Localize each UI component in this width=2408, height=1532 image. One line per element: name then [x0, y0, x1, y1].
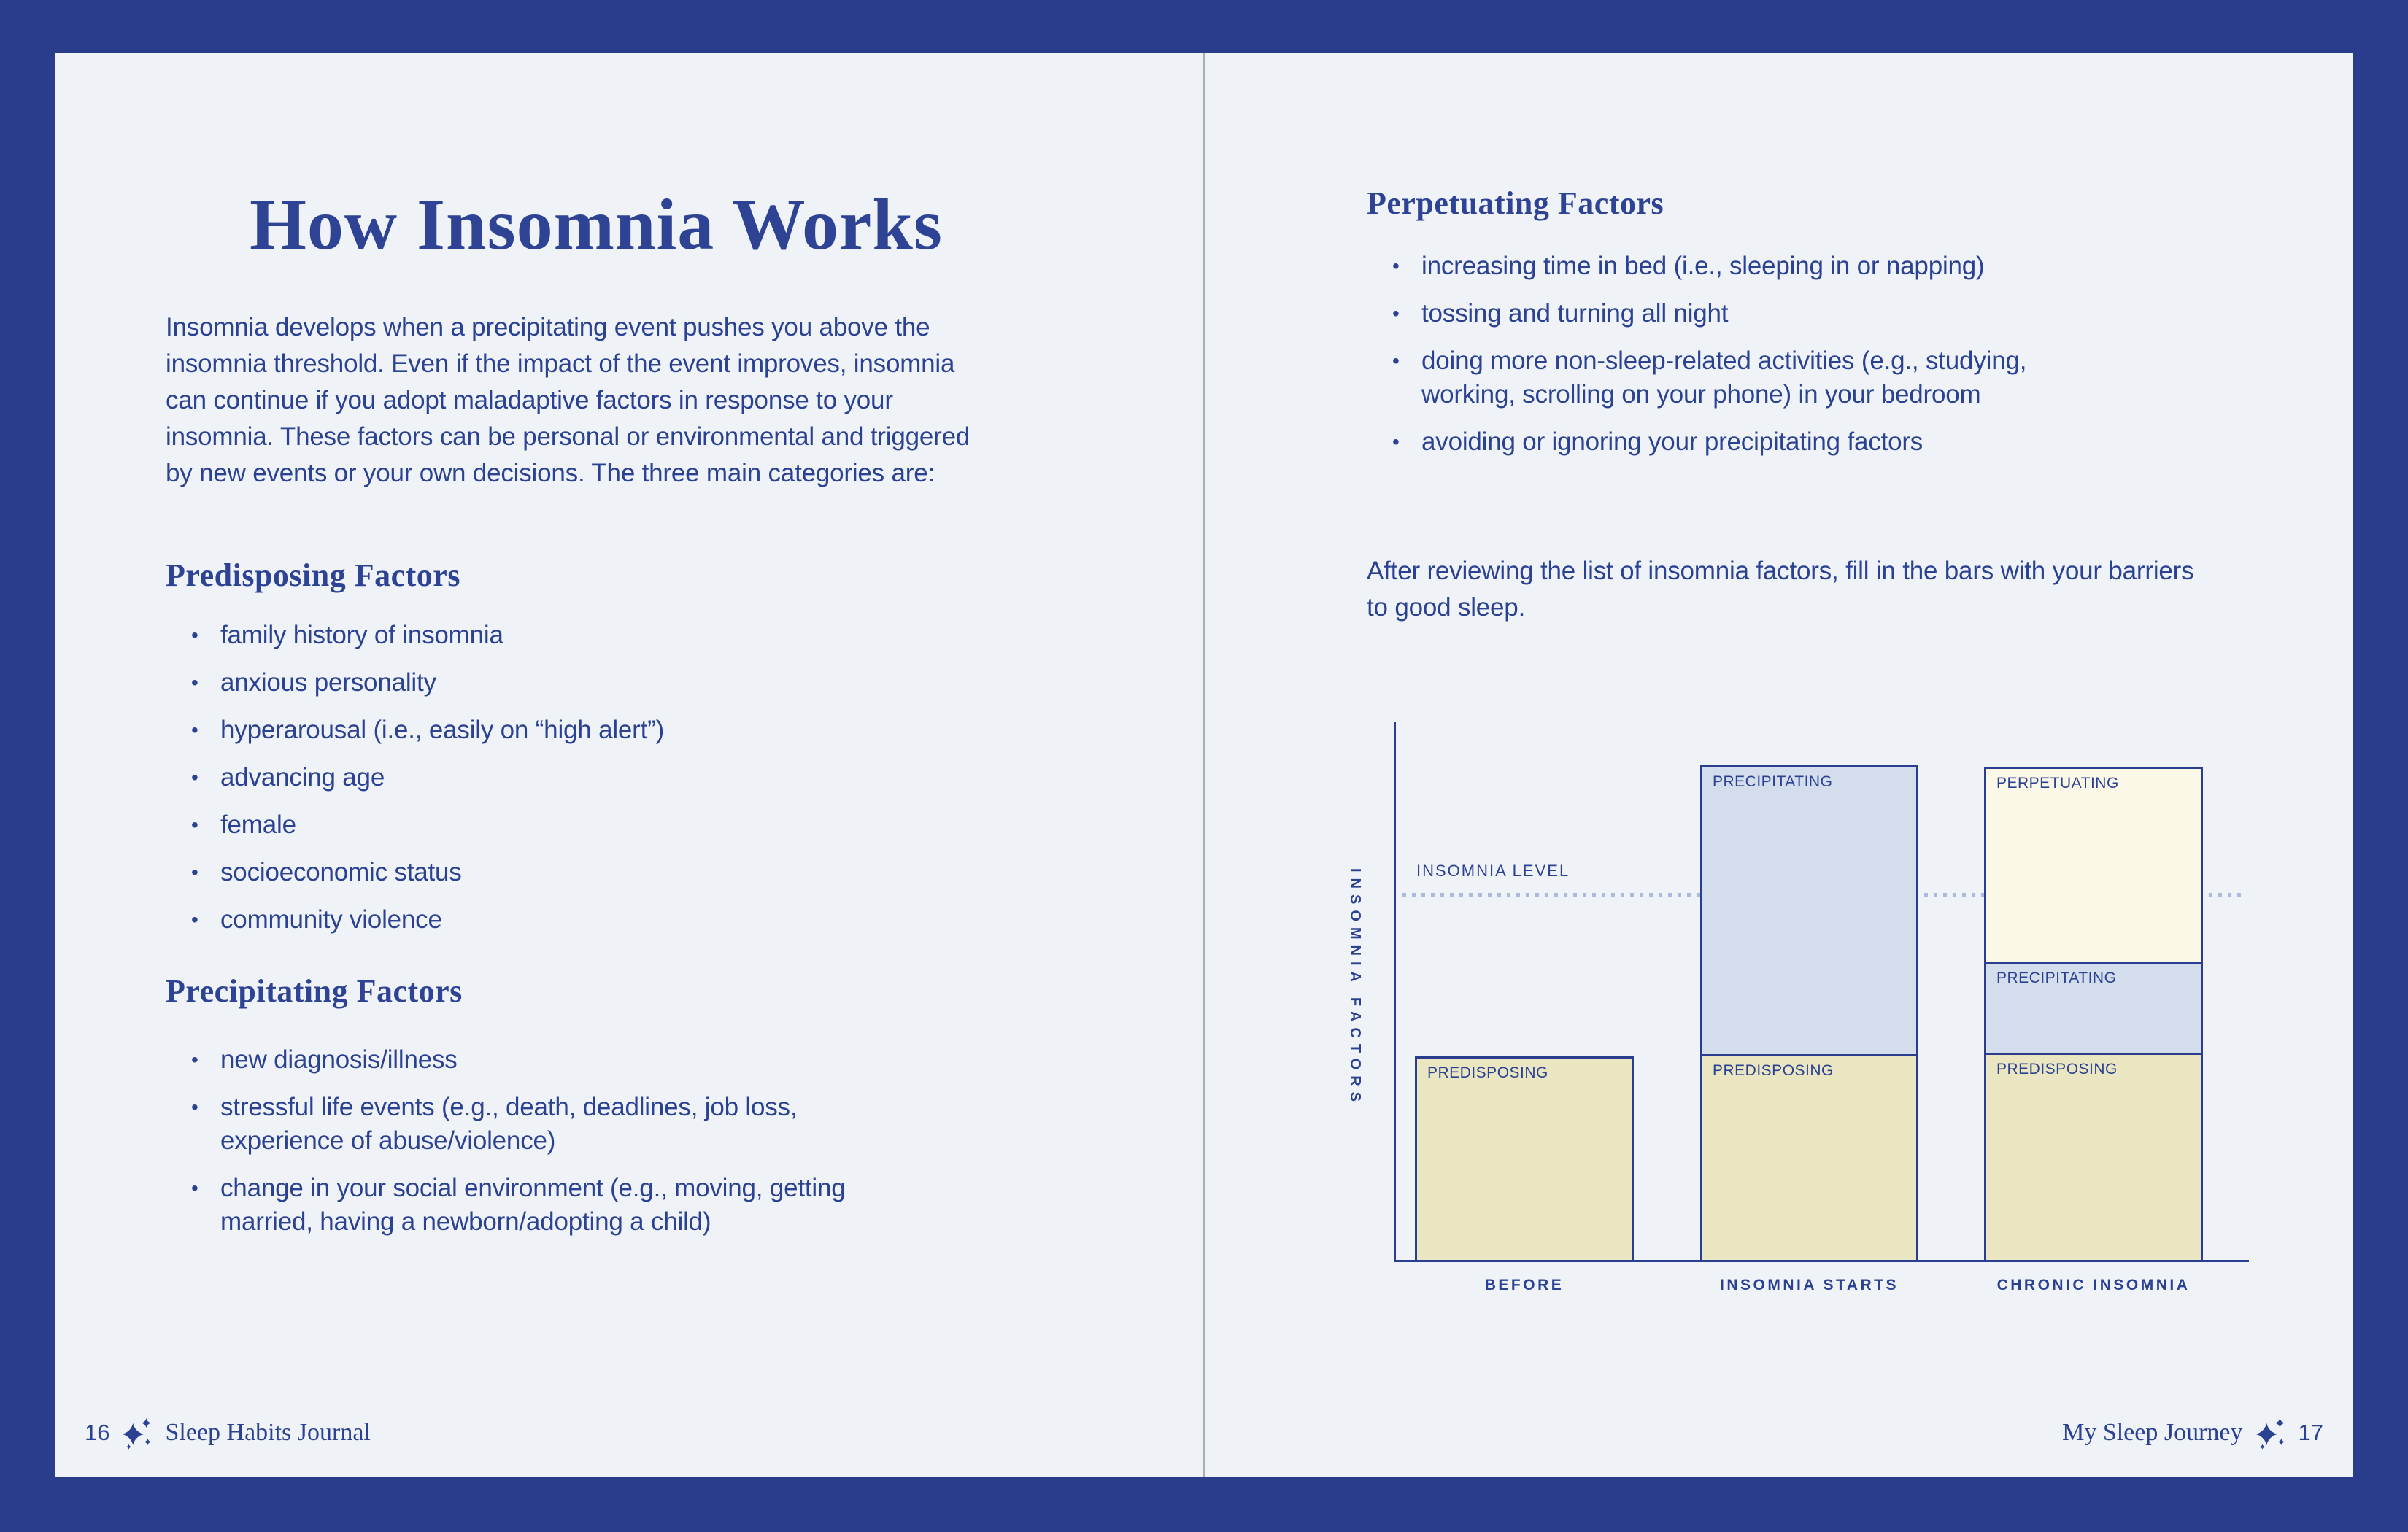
list-item: [191, 761, 664, 794]
journal-title: Sleep Habits Journal: [165, 1419, 371, 1446]
section-heading-perpetuating: Perpetuating Factors: [1367, 185, 1664, 221]
list-item: [1392, 344, 2026, 411]
section-heading-precipitating: Precipitating Factors: [166, 973, 463, 1009]
precipitating-list: [191, 1043, 846, 1239]
page-number-right: 17: [2298, 1420, 2323, 1445]
bar-segment-precipitating: PRECIPITATING: [1984, 962, 2203, 1055]
list-item-text: hyperarousal (i.e., easily on “high alert”): [220, 716, 665, 744]
list-item: [191, 1043, 846, 1077]
bullet-icon: •: [1392, 255, 1400, 277]
chapter-title: My Sleep Journey: [2062, 1419, 2243, 1446]
list-item-text: female: [220, 811, 296, 839]
footer-right: [2062, 1416, 2323, 1450]
sparkle-icon: [120, 1416, 154, 1450]
footer-left: [85, 1416, 371, 1450]
bullet-icon: •: [191, 766, 198, 789]
x-axis-label: INSOMNIA STARTS: [1720, 1277, 1899, 1293]
list-item: [191, 666, 664, 700]
list-item-text: community violence: [220, 905, 442, 934]
bar-segment-predisposing: PREDISPOSING: [1700, 1054, 1918, 1262]
bar-segment-predisposing: PREDISPOSING: [1984, 1053, 2203, 1262]
list-item-text: stressful life events (e.g., death, deadlines, job loss, experience of abuse/violence): [220, 1093, 798, 1155]
x-axis-label: BEFORE: [1484, 1277, 1564, 1293]
list-item: [1392, 425, 2026, 459]
bullet-icon: •: [191, 908, 198, 931]
list-item-text: advancing age: [220, 763, 385, 792]
list-item-text: increasing time in bed (i.e., sleeping in or napping): [1421, 252, 1985, 280]
bullet-icon: •: [191, 719, 198, 741]
x-axis-label: CHRONIC INSOMNIA: [1996, 1277, 2191, 1293]
bullet-icon: •: [1392, 349, 1400, 372]
bullet-icon: •: [1392, 302, 1400, 325]
list-item: [1392, 249, 2026, 283]
page-number-left: 16: [85, 1420, 110, 1445]
chart-instruction: After reviewing the list of insomnia factors, fill in the bars with your barriers to good sleep.: [1367, 557, 2194, 622]
page-title: How Insomnia Works: [250, 184, 943, 265]
insomnia-level-label: INSOMNIA LEVEL: [1416, 862, 1570, 880]
list-item: [191, 619, 664, 652]
y-axis: [1394, 722, 1396, 1262]
bullet-icon: •: [191, 1096, 198, 1118]
list-item: [191, 856, 664, 889]
predisposing-list: [191, 619, 664, 937]
list-item-text: tossing and turning all night: [1421, 299, 1729, 328]
bullet-icon: •: [191, 861, 198, 883]
list-item-text: anxious personality: [220, 668, 436, 697]
intro-paragraph: Insomnia develops when a precipitating event pushes you above the insomnia threshold. Even if the impact of the event improves, insomnia can continue if you adopt maladaptive factors in response to your insomnia. These factors can be personal or environmental and triggered by new events or your own decisions. The three main categories are:: [166, 313, 970, 487]
perpetuating-list: [1392, 249, 2026, 459]
list-item: [1392, 297, 2026, 330]
list-item: [191, 713, 664, 747]
list-item-text: socioeconomic status: [220, 858, 462, 886]
bullet-icon: •: [1392, 430, 1400, 453]
y-axis-label: INSOMNIA FACTORS: [1347, 868, 1363, 1108]
page-divider: [1203, 53, 1205, 1477]
list-item-text: family history of insomnia: [220, 621, 503, 649]
bullet-icon: •: [191, 813, 198, 836]
bar-segment-predisposing: PREDISPOSING: [1415, 1056, 1634, 1262]
sparkle-icon: [2254, 1416, 2288, 1450]
bullet-icon: •: [191, 1048, 198, 1071]
section-heading-predisposing: Predisposing Factors: [166, 557, 460, 593]
bullet-icon: •: [191, 1177, 198, 1199]
bullet-icon: •: [191, 671, 198, 694]
list-item-text: avoiding or ignoring your precipitating factors: [1421, 428, 1923, 456]
list-item: [191, 903, 664, 937]
list-item: [191, 1091, 846, 1158]
list-item-text: change in your social environment (e.g., moving, getting married, having a newborn/adopting a child): [220, 1174, 846, 1236]
bar-segment-perpetuating: PERPETUATING: [1984, 767, 2203, 964]
list-item-text: doing more non-sleep-related activities (e.g., studying, working, scrolling on your phone) in your bedroom: [1421, 347, 2027, 409]
list-item-text: new diagnosis/illness: [220, 1045, 458, 1074]
list-item: [191, 1172, 846, 1239]
list-item: [191, 808, 664, 842]
bullet-icon: •: [191, 624, 198, 646]
bar-segment-precipitating: PRECIPITATING: [1700, 765, 1918, 1056]
